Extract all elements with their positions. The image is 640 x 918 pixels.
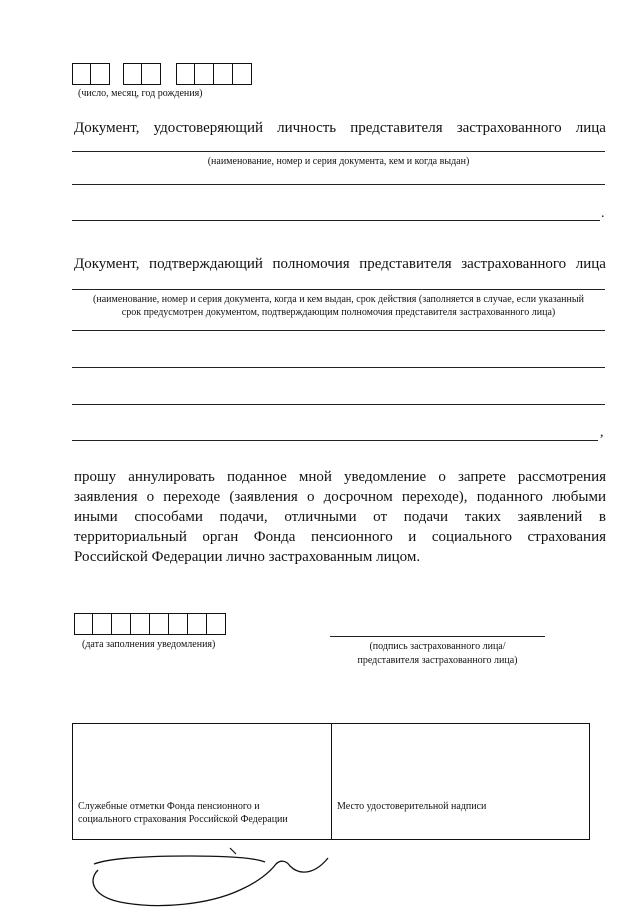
- heading-word: застрахованного: [456, 120, 562, 136]
- signature-caption-line: представителя застрахованного лица): [357, 655, 518, 666]
- date-cell[interactable]: [142, 63, 161, 85]
- identity-doc-end-mark: .: [601, 206, 605, 221]
- date-cell[interactable]: [72, 63, 91, 85]
- service-marks-line: Служебные отметки Фонда пенсионного и: [78, 801, 260, 812]
- date-cell[interactable]: [91, 63, 110, 85]
- fill-date-boxes[interactable]: [74, 613, 226, 635]
- birth-month-boxes[interactable]: [123, 63, 161, 85]
- request-paragraph: прошу аннулировать поданное мной уведомление о запрете рассмотрения заявления о переходе (заявления о досрочном переходе), поданного любыми иными способами подачи, отличными от подачи таких заявлений в территориальный орган Фонда пенсионного и социального страхования Российской Федерации лично застрахованным лицом.: [74, 469, 606, 565]
- identity-doc-caption: (наименование, номер и серия документа, кем и когда выдан): [207, 156, 470, 167]
- date-cell[interactable]: [188, 613, 207, 635]
- authority-doc-line-5[interactable]: [72, 440, 598, 441]
- date-cell[interactable]: [123, 63, 142, 85]
- identity-doc-line-1[interactable]: [72, 151, 605, 152]
- date-cell[interactable]: [150, 613, 169, 635]
- date-cell[interactable]: [74, 613, 93, 635]
- authority-doc-heading: [74, 256, 606, 273]
- authority-doc-caption-line: (наименование, номер и серия документа, когда и кем выдан, срок действия (заполняется в случае, если указанный: [93, 294, 584, 305]
- heading-word: представителя: [359, 256, 452, 272]
- date-cell[interactable]: [176, 63, 195, 85]
- date-cell[interactable]: [195, 63, 214, 85]
- authority-doc-line-4[interactable]: [72, 404, 605, 405]
- date-cell[interactable]: [93, 613, 112, 635]
- authority-doc-caption-line: срок предусмотрен документом, подтверждающим полномочия представителя застрахованного лица): [121, 307, 556, 318]
- date-cell[interactable]: [207, 613, 226, 635]
- service-marks-line: социального страхования Российской Федерации: [78, 814, 288, 825]
- authority-doc-line-1[interactable]: [72, 289, 605, 290]
- heading-word: представителя: [350, 120, 443, 136]
- heading-word: полномочия: [272, 256, 350, 272]
- authority-doc-end-mark: ,: [600, 425, 604, 440]
- signature-stroke: [93, 858, 328, 906]
- signature-stroke: [94, 856, 265, 864]
- heading-word: Документ,: [74, 120, 140, 136]
- heading-word: подтверждающий: [149, 256, 263, 272]
- fill-date-caption: (дата заполнения уведомления): [82, 639, 216, 650]
- identity-doc-line-2[interactable]: [72, 184, 605, 185]
- heading-word: лица: [575, 120, 606, 136]
- service-marks-text: [78, 800, 288, 826]
- date-cell[interactable]: [233, 63, 252, 85]
- date-cell[interactable]: [214, 63, 233, 85]
- handwritten-signature: [80, 846, 340, 912]
- authority-doc-line-3[interactable]: [72, 367, 605, 368]
- birth-year-boxes[interactable]: [176, 63, 252, 85]
- heading-word: личность: [277, 120, 337, 136]
- identity-doc-heading: [74, 120, 606, 137]
- date-cell[interactable]: [169, 613, 188, 635]
- birth-date-caption: (число, месяц, год рождения): [78, 88, 203, 99]
- heading-word: лица: [575, 256, 606, 272]
- heading-word: Документ,: [74, 256, 140, 272]
- signature-line[interactable]: [330, 636, 545, 637]
- heading-word: застрахованного: [461, 256, 567, 272]
- service-marks-cell: [73, 724, 332, 839]
- date-cell[interactable]: [131, 613, 150, 635]
- heading-word: удостоверяющий: [153, 120, 264, 136]
- identity-doc-line-3[interactable]: [72, 220, 600, 221]
- authority-doc-line-2[interactable]: [72, 330, 605, 331]
- service-marks-box: [72, 723, 590, 840]
- certification-place-text: Место удостоверительной надписи: [337, 801, 487, 812]
- signature-caption-line: (подпись застрахованного лица/: [369, 641, 506, 652]
- signature-caption: [330, 640, 545, 668]
- date-cell[interactable]: [112, 613, 131, 635]
- authority-doc-caption: [62, 293, 615, 319]
- birth-day-boxes[interactable]: [72, 63, 110, 85]
- signature-stroke: [230, 848, 236, 854]
